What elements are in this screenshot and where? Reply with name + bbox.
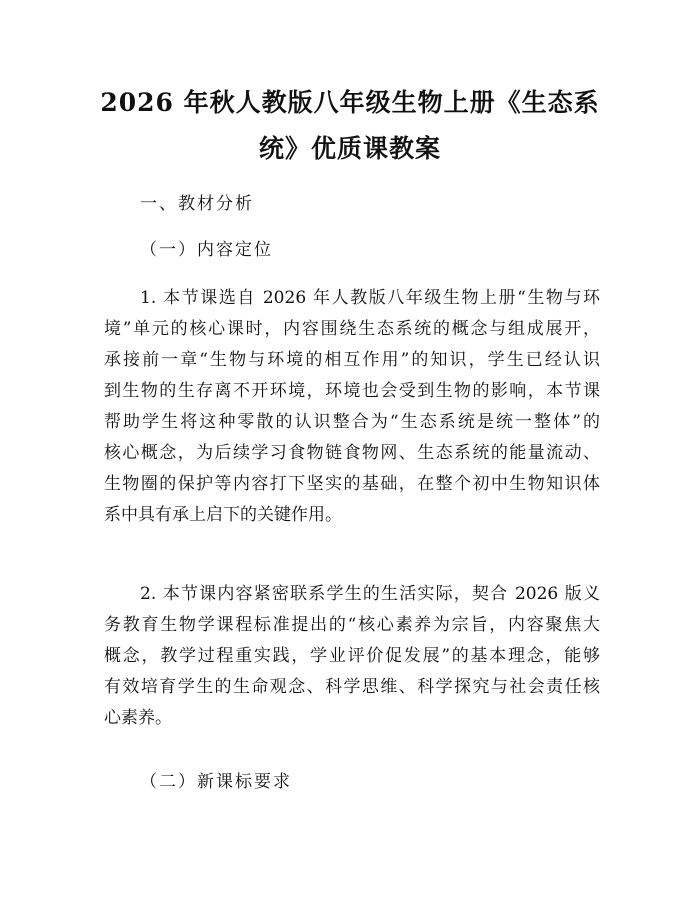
subsection-heading-content-positioning: （一）内容定位 — [140, 240, 273, 260]
paragraph-1 — [104, 283, 600, 531]
paragraph-line: 到生物的生存离不开环境，环境也会受到生物的影响，本节课 — [104, 381, 600, 401]
paragraph-line: 2. 本节课内容紧密联系学生的生活实际，契合 2026 版义 — [140, 584, 600, 604]
paragraph-line: 1. 本节课选自 2026 年人教版八年级生物上册“生物与环 — [140, 288, 600, 308]
paragraph-line: 心素养。 — [104, 708, 172, 728]
paragraph-line: 有效培育学生的生命观念、科学思维、科学探究与社会责任核 — [104, 677, 600, 697]
paragraph-line: 承接前一章“生物与环境的相互作用”的知识，学生已经认识 — [104, 350, 600, 370]
section-heading-teaching-material-analysis: 一、教材分析 — [140, 194, 254, 214]
paragraph-2 — [104, 579, 600, 734]
paragraph-line: 概念，教学过程重实践，学业评价促发展”的基本理念，能够 — [104, 646, 600, 666]
paragraph-line: 务教育生物学课程标准提出的“核心素养为宗旨，内容聚焦大 — [104, 615, 600, 635]
subsection-heading-new-curriculum-requirements: （二）新课标要求 — [140, 772, 292, 792]
paragraph-line: 境”单元的核心课时，内容围绕生态系统的概念与组成展开， — [104, 319, 600, 339]
paragraph-line: 核心概念，为后续学习食物链食物网、生态系统的能量流动、 — [104, 443, 600, 463]
document-title-line-2: 统》优质课教案 — [258, 134, 441, 163]
paragraph-line: 生物圈的保护等内容打下坚实的基础，在整个初中生物知识体 — [104, 474, 600, 494]
paragraph-line: 帮助学生将这种零散的认识整合为“生态系统是统一整体”的 — [104, 412, 600, 432]
document-title-line-1: 2026 年秋人教版八年级生物上册《生态系 — [100, 88, 600, 117]
paragraph-line: 系中具有承上启下的关键作用。 — [104, 505, 342, 525]
